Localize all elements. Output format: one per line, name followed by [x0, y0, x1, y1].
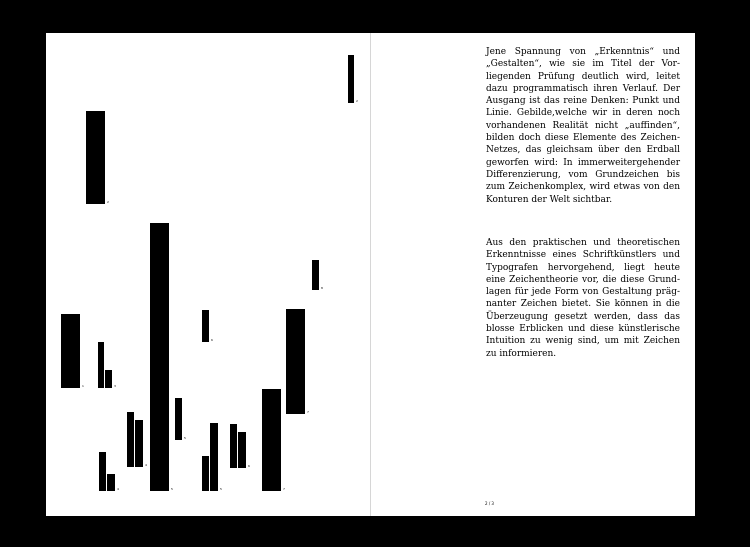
figure-bar — [312, 260, 319, 290]
paragraph: Jene Spannung von „Erkenntnis“ und „Gestalten“, wie sie im Titel der Vorliegenden Prüfung deutlich wird, leitet dazu programmatisch ihren Verlauf. Der Ausgang ist das reine Denken: Punkt und Linie. Gebilde,welche wir in deren noch vorhandenen Realität nicht „auffinden“, bilden doch diese Elemente des Zeichen-Netzes, das gleichsam über den Erdball geworfen wird: In immerweitergehender Differenzierung, vom Grundzeichen bis zum Zeichenkomplex, wird etwas von den Konturen der Welt sichtbar. — [486, 47, 680, 205]
figure-bar — [127, 412, 134, 467]
figure-bar — [202, 310, 209, 342]
figure-bar — [175, 398, 182, 440]
figure-bar — [286, 309, 305, 414]
figure-bar — [105, 370, 112, 388]
page-number: 2 / 3 — [485, 501, 494, 506]
left-page-figure — [46, 33, 370, 516]
figure-bar — [61, 314, 80, 388]
bar-label: 7 — [283, 487, 285, 491]
figure-bar — [86, 111, 105, 204]
figure-bar — [210, 423, 218, 491]
figure-bar — [150, 223, 169, 491]
bar-label: 3 — [114, 384, 116, 388]
bar-label: 2 — [107, 200, 109, 204]
bar-label: 5 — [184, 436, 186, 440]
figure-bar — [98, 342, 104, 388]
figure-bar — [348, 55, 354, 103]
bar-label: 5 — [220, 487, 222, 491]
figure-bar — [238, 432, 246, 468]
figure-bar — [202, 456, 209, 491]
figure-bar — [262, 389, 281, 491]
figure-bar — [135, 420, 143, 467]
bar-label: 6 — [211, 338, 213, 342]
bar-label: 5 — [171, 487, 173, 491]
bar-label: 4 — [117, 487, 119, 491]
bar-label: 8 — [321, 286, 323, 290]
bar-label: 4 — [145, 463, 147, 467]
figure-bar — [99, 452, 106, 491]
bar-label: 7 — [307, 410, 309, 414]
bar-label: 6 — [248, 464, 250, 468]
figure-bar — [107, 474, 115, 491]
bar-label: 2 — [356, 99, 358, 103]
right-page-text — [371, 33, 695, 516]
paragraph: Aus den praktischen und theoretischen Erkenntnisse eines Schriftkünstlers und Typografen hervorgehend, liegt heute eine Zeichentheorie vor, die diese Grundlagen für jede Form von Gestaltung prägnanter Zeichen bietet. Sie können in die Überzeugung gesetzt werden, dass das blosse Erblicken und diese künstlerische Intuition zu wenig sind, um mit Zeichen zu informieren. — [486, 238, 680, 359]
figure-bar — [230, 424, 237, 468]
bar-label: 1 — [82, 384, 84, 388]
